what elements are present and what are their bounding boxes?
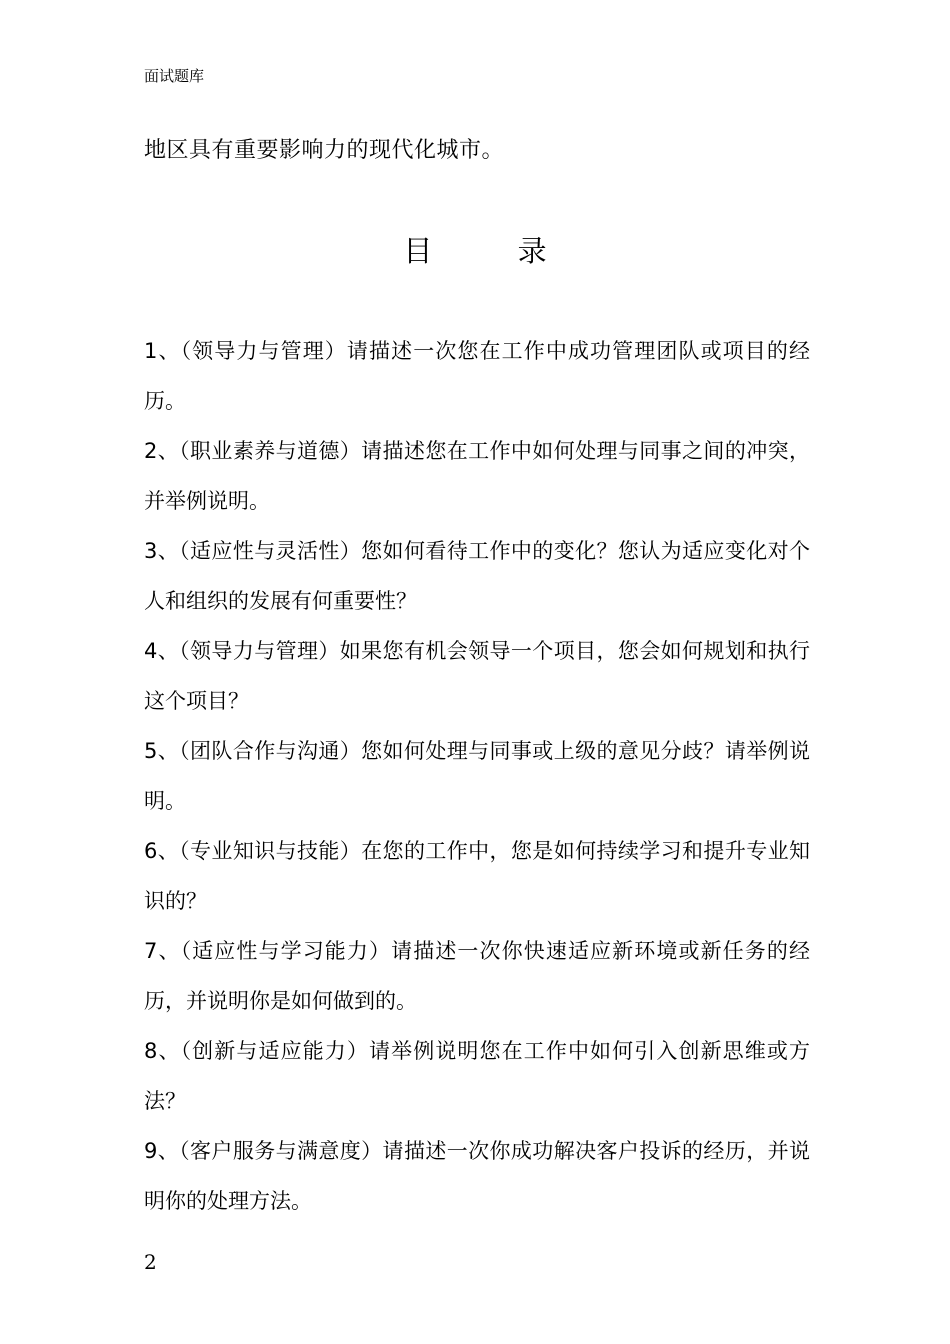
page-number: 2 xyxy=(144,1250,157,1274)
toc-title: 目 录 xyxy=(403,234,585,268)
toc-item-6[interactable]: 6、（专业知识与技能）在您的工作中，您是如何持续学习和提升专业知识的？ xyxy=(144,839,810,913)
toc-item-4[interactable]: 4、（领导力与管理）如果您有机会领导一个项目，您会如何规划和执行这个项目？ xyxy=(144,639,810,713)
toc-item-3[interactable]: 3、（适应性与灵活性）您如何看待工作中的变化？您认为适应变化对个人和组织的发展有何重要性？ xyxy=(144,539,810,613)
page-header: 面试题库 xyxy=(144,67,205,85)
toc-list xyxy=(144,326,810,1226)
toc-item-7[interactable]: 7、（适应性与学习能力）请描述一次你快速适应新环境或新任务的经历，并说明你是如何做到的。 xyxy=(144,939,810,1013)
toc-item-2[interactable]: 2、（职业素养与道德）请描述您在工作中如何处理与同事之间的冲突，并举例说明。 xyxy=(144,439,810,513)
toc-item-9[interactable]: 9、（客户服务与满意度）请描述一次你成功解决客户投诉的经历，并说明你的处理方法。 xyxy=(144,1139,810,1213)
toc-item-8[interactable]: 8、（创新与适应能力）请举例说明您在工作中如何引入创新思维或方法？ xyxy=(144,1039,810,1113)
toc-item-1[interactable]: 1、（领导力与管理）请描述一次您在工作中成功管理团队或项目的经历。 xyxy=(144,339,810,413)
continued-paragraph: 地区具有重要影响力的现代化城市。 xyxy=(144,138,505,163)
toc-item-5[interactable]: 5、（团队合作与沟通）您如何处理与同事或上级的意见分歧？请举例说明。 xyxy=(144,739,810,813)
